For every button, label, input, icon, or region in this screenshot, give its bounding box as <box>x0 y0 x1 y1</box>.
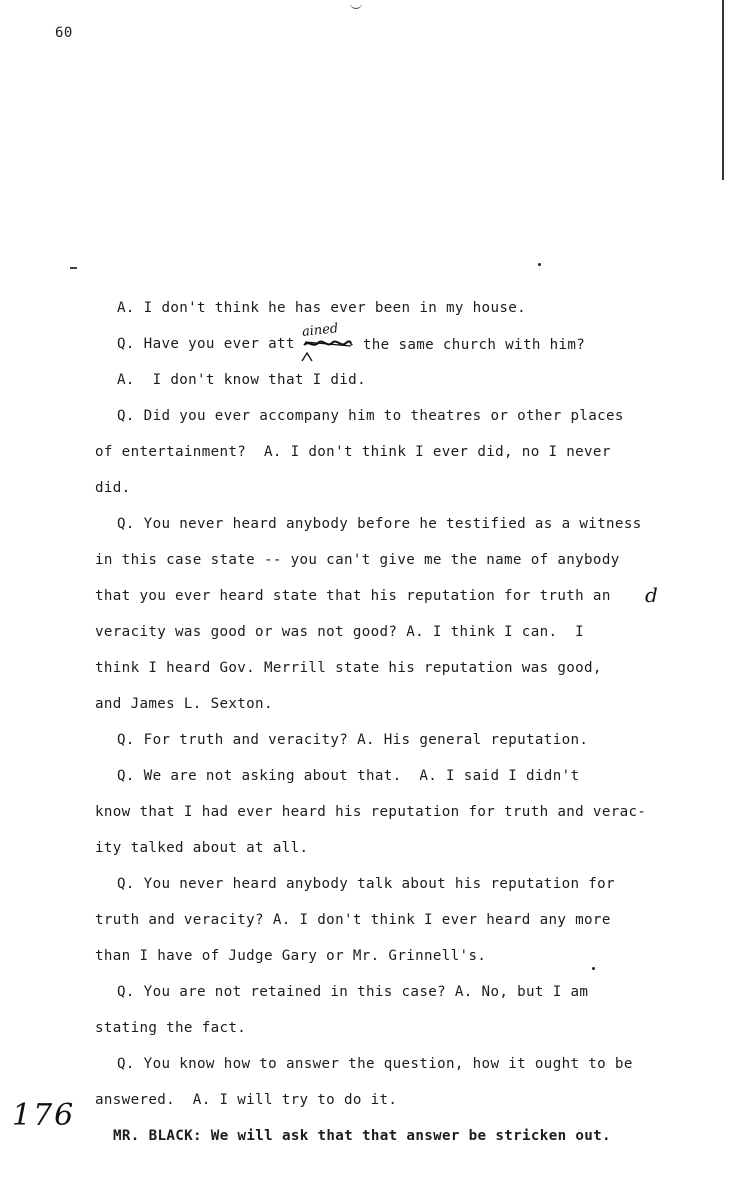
transcript-line: Q. You know how to answer the question, how it ought to be <box>117 1056 633 1072</box>
transcript-line: Q. You never heard anybody before he testified as a witness <box>117 516 642 532</box>
transcript-line: Q. For truth and veracity? A. His general reputation. <box>117 732 589 748</box>
transcript-line: know that I had ever heard his reputation for truth and verac- <box>95 804 647 820</box>
transcript-line: A. I don't think he has ever been in my house. <box>117 300 527 316</box>
ink-speck <box>592 967 595 970</box>
handwritten-margin-number: 176 <box>12 1098 76 1133</box>
handwritten-d: d <box>645 583 658 607</box>
transcript-line: A. I don't know that I did. <box>117 372 366 388</box>
transcript-line: think I heard Gov. Merrill state his reputation was good, <box>95 660 602 676</box>
transcript-line: the same church with him? <box>354 337 586 353</box>
transcript-line: answered. A. I will try to do it. <box>95 1092 398 1108</box>
insertion-caret <box>301 352 313 362</box>
transcript-line: Q. Have you ever att <box>117 336 295 352</box>
transcript-line: Q. You are not retained in this case? A. No, but I am <box>117 984 589 1000</box>
transcript-line: in this case state -- you can't give me the name of anybody <box>95 552 620 568</box>
page-edge-mark <box>722 0 724 180</box>
top-smudge <box>350 2 362 9</box>
transcript-line: Q. You never heard anybody talk about his reputation for <box>117 876 615 892</box>
strikeout-scribble <box>303 339 353 349</box>
transcript-line: Q. We are not asking about that. A. I said I didn't <box>117 768 580 784</box>
page-number: 60 <box>55 25 73 41</box>
transcript-line: than I have of Judge Gary or Mr. Grinnell's. <box>95 948 487 964</box>
transcript-line: stating the fact. <box>95 1020 247 1036</box>
ink-speck <box>538 263 541 266</box>
transcript-line: MR. BLACK: We will ask that that answer be stricken out. <box>113 1128 611 1144</box>
transcript-line: truth and veracity? A. I don't think I ever heard any more <box>95 912 611 928</box>
transcript-line: that you ever heard state that his reputation for truth an <box>95 588 611 604</box>
transcript-line: and James L. Sexton. <box>95 696 273 712</box>
transcript-line: Q. Did you ever accompany him to theatres or other places <box>117 408 624 424</box>
transcript-line: veracity was good or was not good? A. I think I can. I <box>95 624 585 640</box>
margin-dash-mark <box>70 267 77 269</box>
transcript-line: ity talked about at all. <box>95 840 309 856</box>
transcript-line: of entertainment? A. I don't think I ever did, no I never <box>95 444 611 460</box>
transcript-line: did. <box>95 480 131 496</box>
handwritten-insertion: ained <box>301 321 339 340</box>
